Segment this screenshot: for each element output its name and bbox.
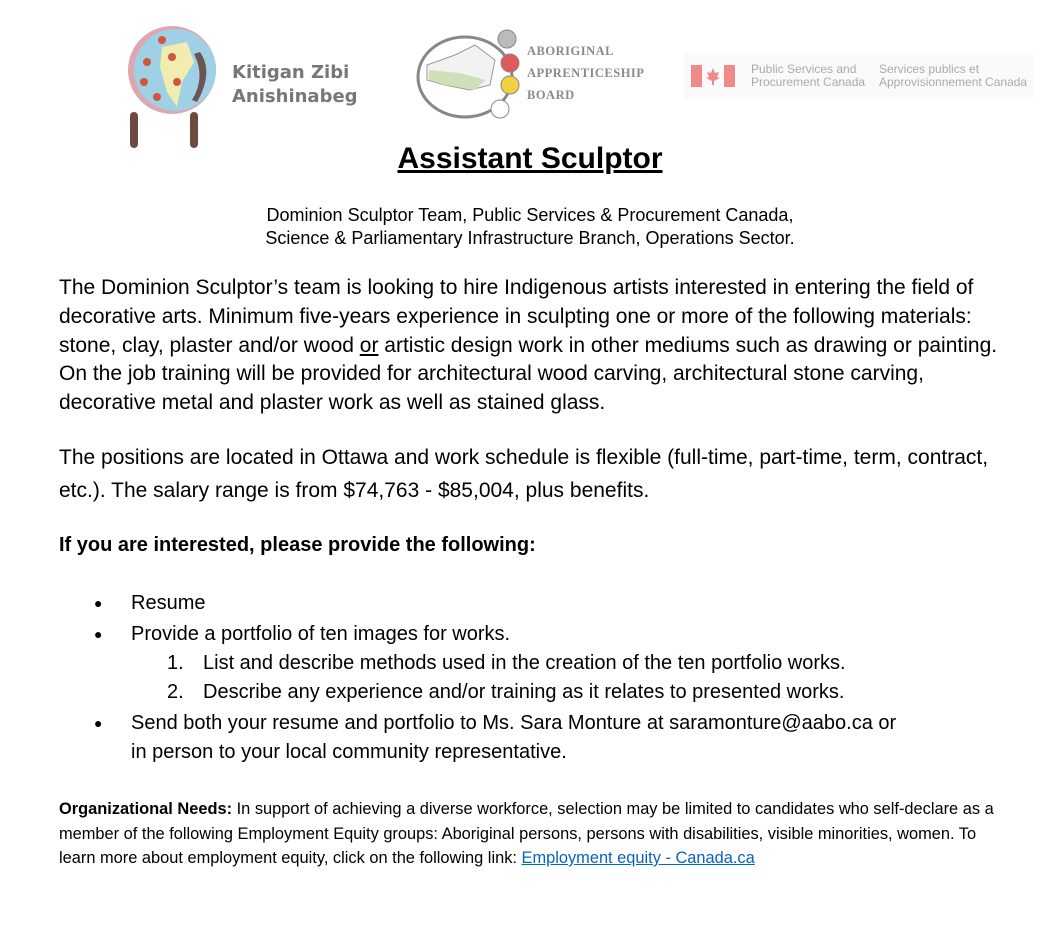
logo-text-line: Public Services and bbox=[751, 62, 857, 76]
pspc-french bbox=[879, 63, 1027, 89]
text: The Dominion Sculptor’s team is looking to hire Indigenous artists interested in entering the field of decorative arts. Minimum five-years experience in sculpting one or more of the following materials: stone, clay, plaster and/or wood bbox=[59, 276, 974, 357]
list-number: 2. bbox=[167, 681, 184, 703]
emphasis: or bbox=[359, 333, 379, 357]
organizational-needs bbox=[59, 797, 1009, 871]
canada-flag-icon bbox=[691, 65, 735, 87]
bullet: ● bbox=[94, 595, 103, 611]
kitigan-zibi-logo bbox=[122, 22, 222, 152]
location-salary-paragraph: The positions are located in Ottawa and work schedule is flexible (full-time, part-time, term, contract, etc.). The salary range is from $74,763 - $85,004, plus benefits. bbox=[59, 446, 989, 502]
logo-text-line: Procurement Canada bbox=[751, 75, 866, 89]
page-title: Assistant Sculptor bbox=[397, 142, 663, 175]
logo-text-line: APPRENTICESHIP bbox=[527, 66, 645, 80]
pspc-logo bbox=[684, 53, 1034, 99]
footer-text: In support of achieving a diverse workforce, selection may be limited to candidates who self-declare as a member of the following Employment Equity groups: Aboriginal persons, persons with disabilities, visible minorities, women. To learn more about employment equity, click on the following link: bbox=[59, 800, 994, 867]
aab-logo bbox=[415, 25, 525, 125]
logo-text-line: Kitigan Zibi bbox=[232, 62, 350, 83]
subtitle bbox=[0, 204, 1060, 250]
list-number: 1. bbox=[167, 652, 184, 674]
logo-text-line: ABORIGINAL bbox=[527, 44, 614, 58]
logo-text-line: Anishinabeg bbox=[232, 86, 358, 107]
logo-text-line: Approvisionnement Canada bbox=[879, 75, 1028, 89]
subtitle-line: Science & Parliamentary Infrastructure Branch, Operations Sector. bbox=[265, 228, 795, 248]
list-item: Provide a portfolio of ten images for works. bbox=[131, 623, 511, 645]
logo-text-line: BOARD bbox=[527, 88, 575, 102]
bullet: ● bbox=[94, 715, 103, 731]
list-item: in person to your local community representative. bbox=[131, 741, 567, 763]
dreamcatcher-icon bbox=[122, 22, 222, 152]
request-heading: If you are interested, please provide the following: bbox=[59, 534, 536, 556]
aab-name bbox=[527, 40, 644, 106]
canada-map-icon bbox=[415, 25, 525, 125]
logo-text-line: Services publics et bbox=[879, 62, 980, 76]
list-item: Send both your resume and portfolio to Ms. Sara Monture at saramonture@aabo.ca or bbox=[131, 712, 897, 734]
kitigan-zibi-name bbox=[232, 61, 358, 109]
sub-list-item: Describe any experience and/or training as it relates to presented works. bbox=[203, 681, 845, 703]
bullet: ● bbox=[94, 626, 103, 642]
subtitle-line: Dominion Sculptor Team, Public Services & Procurement Canada, bbox=[266, 205, 794, 225]
pspc-english bbox=[751, 63, 865, 89]
footer-label: Organizational Needs: bbox=[59, 800, 233, 818]
list-item: Resume bbox=[131, 592, 206, 614]
description-paragraph bbox=[59, 274, 1009, 418]
sub-list-item: List and describe methods used in the creation of the ten portfolio works. bbox=[203, 652, 846, 674]
employment-equity-link[interactable]: Employment equity - Canada.ca bbox=[521, 849, 755, 867]
text: artistic design work in other mediums such as drawing or painting. On the job training will be provided for architectural wood carving, architectural stone carving, decorative metal and plaster work as well as stained glass. bbox=[59, 333, 998, 415]
